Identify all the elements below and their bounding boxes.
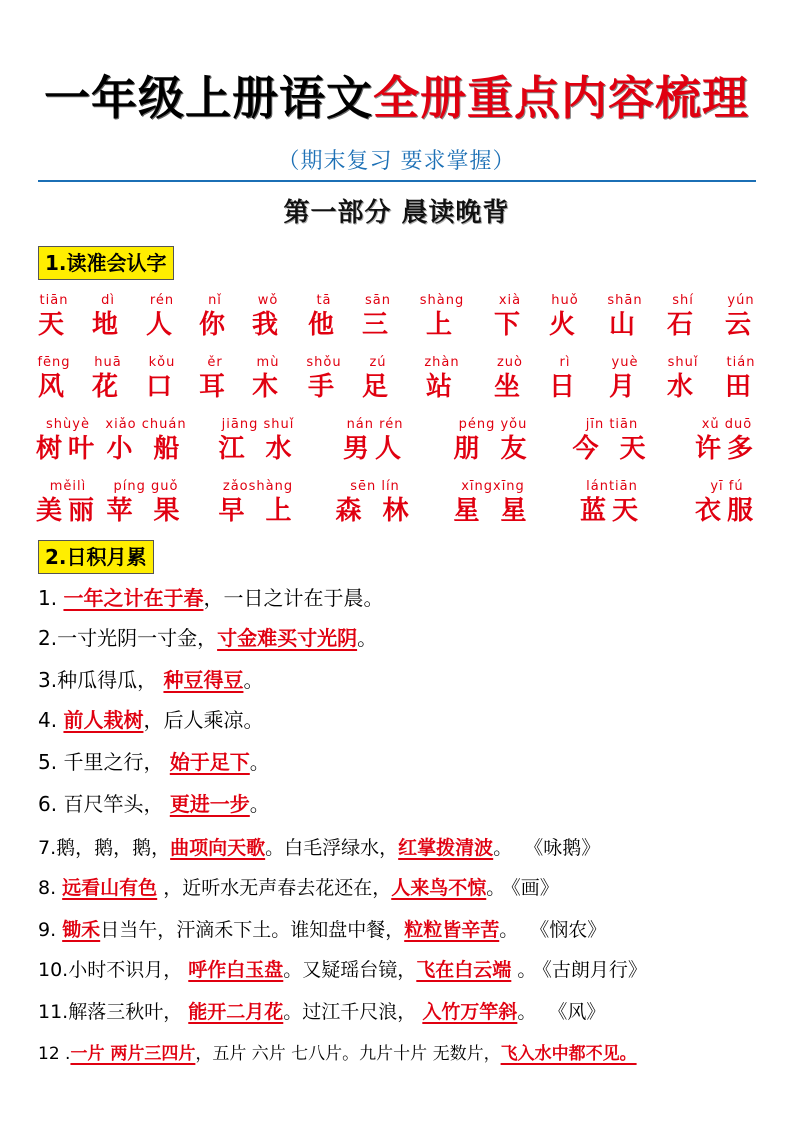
verse-line — [38, 1040, 637, 1068]
pinyin-text: tā — [316, 293, 332, 308]
pinyin-cell — [203, 478, 313, 526]
hanzi-text: 站 — [425, 372, 458, 402]
verse-text: 10.小时不识月， — [38, 959, 189, 981]
title-red-part: 全册重点内容梳理 — [373, 71, 749, 125]
pinyin-cell — [484, 354, 536, 402]
hanzi-text: 今 天 — [572, 434, 652, 464]
answer-text: 曲项向天歌 — [170, 837, 266, 859]
pinyin-cell — [91, 478, 201, 526]
hanzi-text: 云 — [724, 310, 757, 340]
pinyin-cell — [539, 354, 591, 402]
pinyin-text: tiān — [39, 293, 69, 308]
verse-text: 8. — [38, 877, 63, 899]
hanzi-text: 他 — [307, 310, 340, 340]
pinyin-cell — [657, 354, 709, 402]
answer-text: 一片 两片三四片 — [70, 1044, 196, 1064]
answer-text: 入竹万竿斜 — [422, 1001, 518, 1023]
hanzi-text: 你 — [198, 310, 231, 340]
pinyin-text: jīn tiān — [585, 417, 639, 432]
verse-text: 。 — [243, 668, 264, 692]
hanzi-text: 森 林 — [335, 496, 415, 526]
answer-text: 更进一步 — [169, 792, 250, 816]
pinyin-text: fēng — [37, 355, 71, 370]
pinyin-cell — [715, 292, 767, 340]
pinyin-cell — [203, 416, 313, 464]
part-title: 第一部分 晨读晚背 — [283, 198, 510, 228]
pinyin-cell — [539, 292, 591, 340]
pinyin-cell — [320, 416, 430, 464]
verse-line — [38, 916, 606, 944]
pinyin-text: xǔ duō — [701, 417, 753, 432]
pinyin-text: tián — [726, 355, 756, 370]
verse-text: 11.解落三秋叶， — [38, 1001, 189, 1023]
pinyin-row — [0, 416, 793, 472]
hanzi-text: 人 — [145, 310, 178, 340]
verse-text: 。 — [249, 792, 270, 816]
verse-line — [38, 956, 647, 984]
answer-text: 能开二月花 — [188, 1001, 284, 1023]
pinyin-cell — [82, 292, 134, 340]
pinyin-cell — [28, 292, 80, 340]
pinyin-text: jiāng shuǐ — [221, 417, 295, 432]
pinyin-cell — [438, 416, 548, 464]
answer-text: 飞入水中都不见。 — [500, 1044, 637, 1064]
verse-text: 。又疑瑶台镜， — [283, 959, 417, 981]
pinyin-text: rén — [149, 293, 175, 308]
pinyin-text: kǒu — [148, 355, 176, 370]
pinyin-cell — [91, 416, 201, 464]
pinyin-text: shùyè — [46, 417, 90, 432]
pinyin-cell — [599, 354, 651, 402]
answer-text: 远看山有色 — [62, 877, 158, 899]
pinyin-cell — [28, 354, 80, 402]
answer-text: 种豆得豆 — [163, 668, 244, 692]
pinyin-text: yuè — [611, 355, 639, 370]
pinyin-text: shuǐ — [667, 355, 699, 370]
pinyin-cell — [438, 478, 548, 526]
page-title — [0, 68, 793, 128]
pinyin-text: zhàn — [424, 355, 460, 370]
verse-text: 7.鹅，鹅，鹅， — [38, 837, 171, 859]
pinyin-text: huǒ — [551, 293, 579, 308]
verse-text: 12 . — [38, 1044, 71, 1064]
verse-line — [38, 998, 605, 1026]
hanzi-text: 我 — [251, 310, 284, 340]
pinyin-cell — [672, 478, 782, 526]
hanzi-text: 美丽 — [35, 496, 100, 526]
pinyin-text: shān — [607, 293, 643, 308]
pinyin-text: měilì — [49, 479, 87, 494]
answer-text: 寸金难买寸光阴 — [217, 626, 358, 650]
pinyin-cell — [242, 354, 294, 402]
hanzi-text: 口 — [145, 372, 178, 402]
pinyin-cell — [484, 292, 536, 340]
hanzi-text: 上 — [425, 310, 458, 340]
hanzi-text: 树叶 — [35, 434, 100, 464]
pinyin-text: huā — [94, 355, 122, 370]
verse-text: ，近听水无声春去花还在， — [157, 877, 392, 899]
pinyin-row — [0, 478, 793, 534]
verse-line — [38, 748, 270, 776]
pinyin-cell — [242, 292, 294, 340]
pinyin-cell — [352, 354, 404, 402]
pinyin-cell — [189, 292, 241, 340]
hanzi-text: 耳 — [198, 372, 231, 402]
hanzi-text: 田 — [724, 372, 757, 402]
verse-text: ，后人乘凉。 — [143, 708, 264, 732]
pinyin-text: yī fú — [710, 479, 744, 494]
pinyin-cell — [416, 354, 468, 402]
pinyin-cell — [557, 478, 667, 526]
verse-line — [38, 874, 559, 902]
hanzi-text: 木 — [251, 372, 284, 402]
answer-text: 飞在白云端 — [416, 959, 512, 981]
pinyin-cell — [298, 292, 350, 340]
pinyin-row — [0, 292, 793, 348]
verse-text: 。 — [517, 1001, 543, 1023]
hanzi-text: 火 — [548, 310, 581, 340]
verse-line — [38, 706, 263, 734]
hanzi-text: 男人 — [342, 434, 407, 464]
pinyin-row — [0, 354, 793, 410]
answer-text: 前人栽树 — [63, 708, 144, 732]
pinyin-text: xīngxīng — [461, 479, 525, 494]
pinyin-text: mù — [256, 355, 280, 370]
verse-text: ，五片 六片 七八片。九片十片 无数片， — [195, 1044, 501, 1064]
pinyin-cell — [320, 478, 430, 526]
pinyin-cell — [557, 416, 667, 464]
pinyin-text: zǎoshàng — [222, 479, 294, 494]
pinyin-text: nǐ — [208, 293, 222, 308]
verse-text: 。 — [486, 877, 506, 899]
pinyin-cell — [136, 354, 188, 402]
hanzi-text: 蓝天 — [579, 496, 644, 526]
verse-text: 。 — [511, 959, 537, 981]
pinyin-text: xiǎo chuán — [105, 417, 187, 432]
pinyin-cell — [189, 354, 241, 402]
hanzi-text: 地 — [91, 310, 124, 340]
verse-text: 。 — [493, 837, 519, 859]
pinyin-text: zuò — [496, 355, 524, 370]
hanzi-text: 石 — [666, 310, 699, 340]
verse-text: 。 — [249, 750, 270, 774]
divider-line — [38, 180, 756, 182]
verse-text: 4. — [38, 708, 64, 732]
hanzi-text: 星 星 — [453, 496, 533, 526]
pinyin-text: shí — [672, 293, 694, 308]
pinyin-text: ěr — [207, 355, 223, 370]
poem-title: 《悯农》 — [530, 919, 607, 941]
hanzi-text: 手 — [307, 372, 340, 402]
hanzi-text: 足 — [361, 372, 394, 402]
section2-heading: 2.日积月累 — [38, 540, 154, 574]
hanzi-text: 天 — [37, 310, 70, 340]
pinyin-text: zú — [369, 355, 387, 370]
hanzi-text: 三 — [361, 310, 394, 340]
hanzi-text: 衣服 — [694, 496, 759, 526]
answer-text: 锄禾 — [62, 919, 101, 941]
pinyin-text: xià — [498, 293, 522, 308]
pinyin-text: sān — [365, 293, 391, 308]
pinyin-text: péng yǒu — [458, 417, 528, 432]
subtitle: （期末复习 要求掌握） — [277, 149, 516, 174]
answer-text: 呼作白玉盘 — [188, 959, 284, 981]
pinyin-text: yún — [727, 293, 755, 308]
verse-text: 6. 百尺竿头， — [38, 792, 170, 816]
answer-text: 一年之计在于春 — [63, 586, 204, 610]
pinyin-text: shǒu — [306, 355, 342, 370]
pinyin-text: dì — [101, 293, 115, 308]
verse-text: 日当午，汗滴禾下土。谁知盘中餐， — [100, 919, 405, 941]
verse-text: 2.一寸光阴一寸金， — [38, 626, 218, 650]
pinyin-text: nán rén — [346, 417, 404, 432]
pinyin-text: lántiān — [586, 479, 638, 494]
pinyin-cell — [82, 354, 134, 402]
verse-text: 1. — [38, 586, 64, 610]
pinyin-cell — [298, 354, 350, 402]
pinyin-cell — [136, 292, 188, 340]
verse-text: 。过江千尺浪， — [283, 1001, 423, 1023]
poem-title: 《古朗月行》 — [542, 959, 647, 981]
verse-text: 5. 千里之行， — [38, 750, 170, 774]
verse-text: 。白毛浮绿水， — [265, 837, 399, 859]
pinyin-cell — [352, 292, 404, 340]
hanzi-text: 坐 — [493, 372, 526, 402]
answer-text: 人来鸟不惊 — [391, 877, 487, 899]
pinyin-cell — [657, 292, 709, 340]
pinyin-text: wǒ — [257, 293, 279, 308]
section1-heading: 1.读准会认字 — [38, 246, 174, 280]
pinyin-text: sēn lín — [350, 479, 400, 494]
pinyin-cell — [599, 292, 651, 340]
verse-line — [38, 584, 383, 612]
verse-text: 9. — [38, 919, 63, 941]
hanzi-text: 许多 — [694, 434, 759, 464]
verse-line — [38, 624, 377, 652]
verse-text: 。 — [357, 626, 378, 650]
verse-text: 3.种瓜得瓜， — [38, 668, 164, 692]
pinyin-cell — [416, 292, 468, 340]
hanzi-text: 水 — [666, 372, 699, 402]
poem-title: 《画》 — [511, 877, 559, 899]
verse-text: 。 — [499, 919, 525, 941]
pinyin-text: píng guǒ — [113, 479, 179, 494]
verse-text: ，一日之计在于晨。 — [203, 586, 384, 610]
poem-title: 《咏鹅》 — [524, 837, 601, 859]
hanzi-text: 小 船 — [106, 434, 186, 464]
hanzi-text: 风 — [37, 372, 70, 402]
pinyin-cell — [672, 416, 782, 464]
hanzi-text: 朋 友 — [453, 434, 533, 464]
hanzi-text: 苹 果 — [106, 496, 186, 526]
poem-title: 《风》 — [548, 1001, 606, 1023]
hanzi-text: 江 水 — [218, 434, 298, 464]
title-black-part: 一年级上册语文 — [44, 71, 373, 125]
hanzi-text: 日 — [548, 372, 581, 402]
answer-text: 始于足下 — [169, 750, 250, 774]
hanzi-text: 花 — [91, 372, 124, 402]
pinyin-text: shàng — [419, 293, 465, 308]
pinyin-text: rì — [559, 355, 571, 370]
hanzi-text: 月 — [608, 372, 641, 402]
hanzi-text: 山 — [608, 310, 641, 340]
verse-line — [38, 666, 263, 694]
answer-text: 粒粒皆辛苦 — [404, 919, 500, 941]
pinyin-cell — [715, 354, 767, 402]
verse-line — [38, 834, 600, 862]
hanzi-text: 下 — [493, 310, 526, 340]
answer-text: 红掌拨清波 — [398, 837, 494, 859]
verse-line — [38, 790, 270, 818]
hanzi-text: 早 上 — [218, 496, 298, 526]
